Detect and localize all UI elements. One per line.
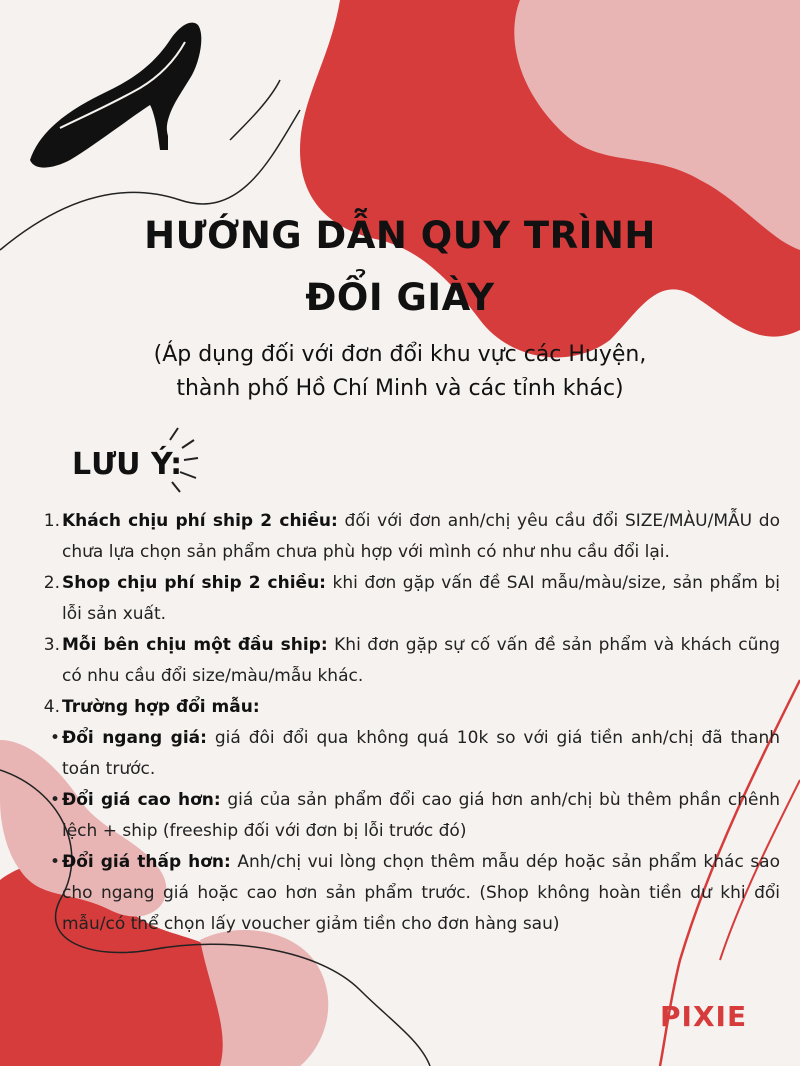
rules-list — [40, 506, 780, 940]
note-heading: LƯU Ý: — [72, 447, 183, 482]
brand-logo: PIXIE — [660, 1000, 748, 1033]
bullet-heading: Đổi ngang giá: — [62, 728, 207, 748]
subtitle-line-1: (Áp dụng đối với đơn đổi khu vực các Huyện, — [153, 342, 647, 367]
rule-item-3 — [40, 630, 780, 692]
rule-heading: Mỗi bên chịu một đầu ship: — [62, 635, 328, 655]
rule-item-4 — [40, 692, 780, 723]
bullet-marker: • — [49, 852, 60, 872]
bullet-item-3 — [40, 847, 780, 940]
title-line-2: ĐỔI GIÀY — [305, 276, 495, 319]
bullet-item-1 — [40, 723, 780, 785]
rule-item-1 — [40, 506, 780, 568]
rule-text: đối với đơn anh/chị yêu cầu đổi SIZE/MÀU/MẪU do chưa lựa chọn sản phẩm chưa phù hợp với mình có như nhu cầu đổi lại. — [62, 511, 780, 562]
bullet-heading: Đổi giá thấp hơn: — [62, 852, 231, 872]
title-line-1: HƯỚNG DẪN QUY TRÌNH — [144, 214, 656, 257]
rule-text: Khi đơn gặp sự cố vấn đề sản phẩm và khách cũng có nhu cầu đổi size/màu/mẫu khác. — [62, 635, 780, 686]
bullet-marker: • — [49, 728, 60, 748]
bullet-text: Anh/chị vui lòng chọn thêm mẫu dép hoặc sản phẩm khác sao cho ngang giá hoặc cao hơn sản phẩm trước. (Shop không hoàn tiền dư khi đổi mẫu/có thể chọn lấy voucher giảm tiền cho đơn hàng sau) — [62, 852, 780, 934]
bullet-marker: • — [49, 790, 60, 810]
rule-heading: Trường hợp đổi mẫu: — [62, 697, 260, 717]
bullet-text: giá của sản phẩm đổi cao giá hơn anh/chị bù thêm phần chênh lệch + ship (freeship đối với đơn bị lỗi trước đó) — [62, 790, 780, 841]
rule-marker: 2. — [43, 573, 60, 593]
rule-marker: 4. — [43, 697, 60, 717]
rule-heading: Khách chịu phí ship 2 chiều: — [62, 511, 338, 531]
bullet-heading: Đổi giá cao hơn: — [62, 790, 221, 810]
rule-heading: Shop chịu phí ship 2 chiều: — [62, 573, 326, 593]
rule-marker: 1. — [43, 511, 60, 531]
rule-marker: 3. — [43, 635, 60, 655]
rule-text: khi đơn gặp vấn đề SAI mẫu/màu/size, sản phẩm bị lỗi sản xuất. — [62, 573, 781, 624]
bullet-text: giá đôi đổi qua không quá 10k so với giá tiền anh/chị đã thanh toán trước. — [62, 728, 780, 779]
rule-item-2 — [40, 568, 780, 630]
bullet-item-2 — [40, 785, 780, 847]
subtitle-line-2: thành phố Hồ Chí Minh và các tỉnh khác) — [176, 376, 624, 401]
